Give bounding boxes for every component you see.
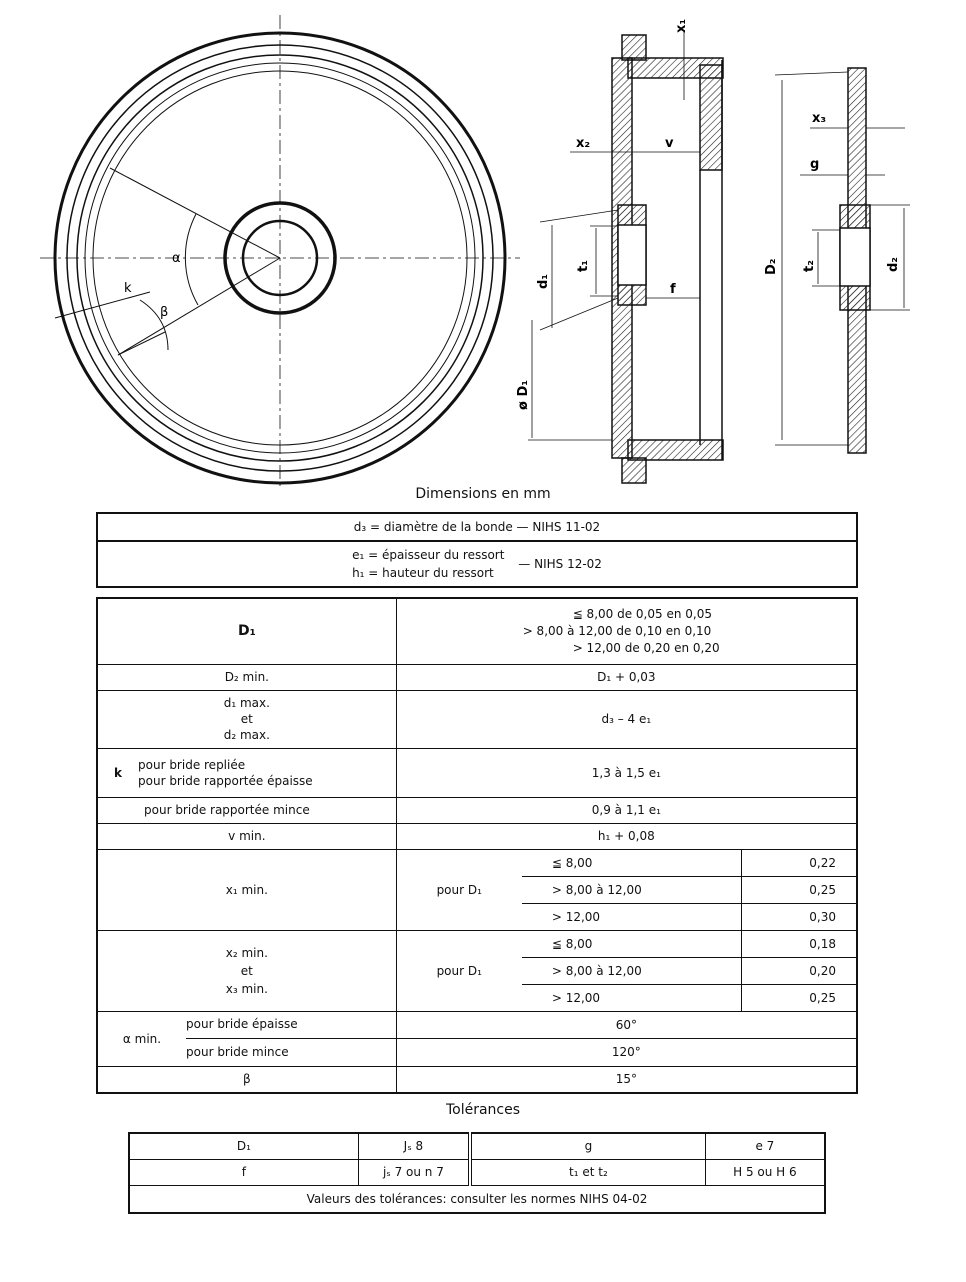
k-cell: k bbox=[114, 765, 122, 780]
x1-pour: pour D₁ bbox=[396, 849, 522, 930]
main-table bbox=[96, 597, 858, 1094]
rim-bottom-hatch bbox=[628, 440, 723, 460]
section-view-2 bbox=[840, 68, 870, 453]
v-value: h₁ + 0,08 bbox=[396, 823, 857, 849]
tolerance-table bbox=[128, 1132, 826, 1214]
t1-label: t₁ bbox=[576, 260, 591, 272]
v-cell: v min. bbox=[97, 823, 396, 849]
x1-value-0: 0,22 bbox=[741, 849, 857, 876]
tol-g-value: e 7 bbox=[705, 1133, 825, 1159]
tol-footer: Valeurs des tolérances: consulter les normes NIHS 04-02 bbox=[129, 1185, 825, 1213]
d2-max: d₂ max. bbox=[223, 728, 270, 742]
v-label: v bbox=[665, 136, 674, 151]
h1-def: h₁ = hauteur du ressort bbox=[352, 566, 494, 580]
k-sub1: pour bride repliée bbox=[138, 757, 246, 772]
alpha-arc bbox=[185, 214, 198, 305]
x1-value-1: 0,25 bbox=[741, 876, 857, 903]
dimensions-caption: Dimensions en mm bbox=[415, 486, 551, 502]
D1-cell: D₁ bbox=[97, 598, 396, 664]
x23-pour: pour D₁ bbox=[396, 930, 522, 1011]
spring-hatch bbox=[700, 65, 722, 170]
tol-D1: D₁ bbox=[129, 1133, 358, 1159]
tolerances-caption: Tolérances bbox=[445, 1102, 521, 1118]
t2-label: t₂ bbox=[802, 260, 817, 272]
D2-label: D₂ bbox=[764, 258, 779, 275]
tol-g: g bbox=[470, 1133, 705, 1159]
bonde-row: d₃ = diamètre de la bonde — NIHS 11-02 bbox=[97, 513, 857, 541]
d2-label: d₂ bbox=[886, 257, 901, 272]
k-sub2: pour bride rapportée épaisse bbox=[138, 773, 313, 788]
D1-v1: ≦ 8,00 de 0,05 en 0,05 bbox=[572, 606, 712, 621]
D1-v3: > 12,00 de 0,20 en 0,20 bbox=[572, 640, 720, 655]
k-sub3: pour bride rapportée mince bbox=[97, 797, 396, 823]
beta-label: β bbox=[160, 305, 169, 320]
d1-label: d₁ bbox=[536, 274, 551, 289]
x2-label: x₂ bbox=[576, 136, 591, 151]
k-cell-top bbox=[97, 748, 396, 797]
f-label: f bbox=[670, 282, 676, 297]
front-view bbox=[40, 15, 520, 490]
tol-f: f bbox=[129, 1159, 358, 1185]
k-line bbox=[55, 292, 150, 318]
x23-cell bbox=[97, 930, 396, 1011]
alpha-cell bbox=[97, 1011, 396, 1066]
beta-line bbox=[118, 332, 165, 355]
x1-value-2: 0,30 bbox=[741, 903, 857, 930]
k-label: k bbox=[124, 281, 132, 296]
beta-cell: β bbox=[97, 1066, 396, 1093]
x1-range-2: > 12,00 bbox=[522, 903, 741, 930]
x23-value-2: 0,25 bbox=[741, 984, 857, 1011]
k-val1: 1,3 à 1,5 e₁ bbox=[396, 748, 857, 797]
D2-value: D₁ + 0,03 bbox=[396, 664, 857, 690]
alpha-line-1 bbox=[110, 168, 280, 258]
g-label: g bbox=[810, 157, 820, 172]
k-val2: 0,9 à 1,1 e₁ bbox=[396, 797, 857, 823]
alpha-label: α bbox=[172, 251, 181, 266]
header-table bbox=[96, 512, 858, 588]
x3-label: x₃ bbox=[812, 111, 827, 126]
D1-label: ø D₁ bbox=[516, 380, 531, 410]
D1-v2: > 8,00 à 12,00 de 0,10 en 0,10 bbox=[522, 623, 712, 638]
row-D1 bbox=[97, 598, 857, 664]
d-value: d₃ – 4 e₁ bbox=[396, 690, 857, 748]
d-et: et bbox=[240, 712, 253, 726]
x1-label: x₁ bbox=[674, 18, 689, 33]
x23-value-1: 0,20 bbox=[741, 957, 857, 984]
x1-cell: x₁ min. bbox=[97, 849, 396, 930]
technical-drawing bbox=[0, 0, 966, 490]
d1-max: d₁ max. bbox=[223, 696, 270, 710]
beta-value: 15° bbox=[396, 1066, 857, 1093]
alpha-label: α min. bbox=[122, 1031, 162, 1046]
x23-et: et bbox=[240, 963, 253, 978]
x1-range-1: > 8,00 à 12,00 bbox=[522, 876, 741, 903]
tol-t-value: H 5 ou H 6 bbox=[705, 1159, 825, 1185]
nihs-12-ref: — NIHS 12-02 bbox=[518, 557, 602, 571]
section-view-1 bbox=[612, 35, 723, 483]
x23-value-0: 0,18 bbox=[741, 930, 857, 957]
tol-t: t₁ et t₂ bbox=[470, 1159, 705, 1185]
tooth-top bbox=[622, 35, 646, 60]
tooth-bottom bbox=[622, 458, 646, 483]
tol-D1-value: Jₛ 8 bbox=[358, 1133, 470, 1159]
alpha-sub1: pour bride épaisse bbox=[186, 1011, 396, 1039]
tol-f-value: jₛ 7 ou n 7 bbox=[358, 1159, 470, 1185]
x23-range-2: > 12,00 bbox=[522, 984, 741, 1011]
D1-values bbox=[396, 598, 857, 664]
d-cell bbox=[97, 690, 396, 748]
x1-range-0: ≦ 8,00 bbox=[522, 849, 741, 876]
e1-def: e₁ = épaisseur du ressort bbox=[352, 548, 505, 562]
ressort-row bbox=[97, 541, 857, 587]
D2-cell: D₂ min. bbox=[97, 664, 396, 690]
alpha-val2: 120° bbox=[396, 1039, 857, 1067]
x2-min: x₂ min. bbox=[225, 945, 268, 960]
x23-range-1: > 8,00 à 12,00 bbox=[522, 957, 741, 984]
x23-range-0: ≦ 8,00 bbox=[522, 930, 741, 957]
alpha-sub2: pour bride mince bbox=[186, 1045, 289, 1059]
alpha-val1: 60° bbox=[396, 1011, 857, 1039]
hub-bore bbox=[618, 225, 646, 285]
x3-min: x₃ min. bbox=[225, 981, 268, 996]
disc-bore bbox=[840, 228, 870, 286]
